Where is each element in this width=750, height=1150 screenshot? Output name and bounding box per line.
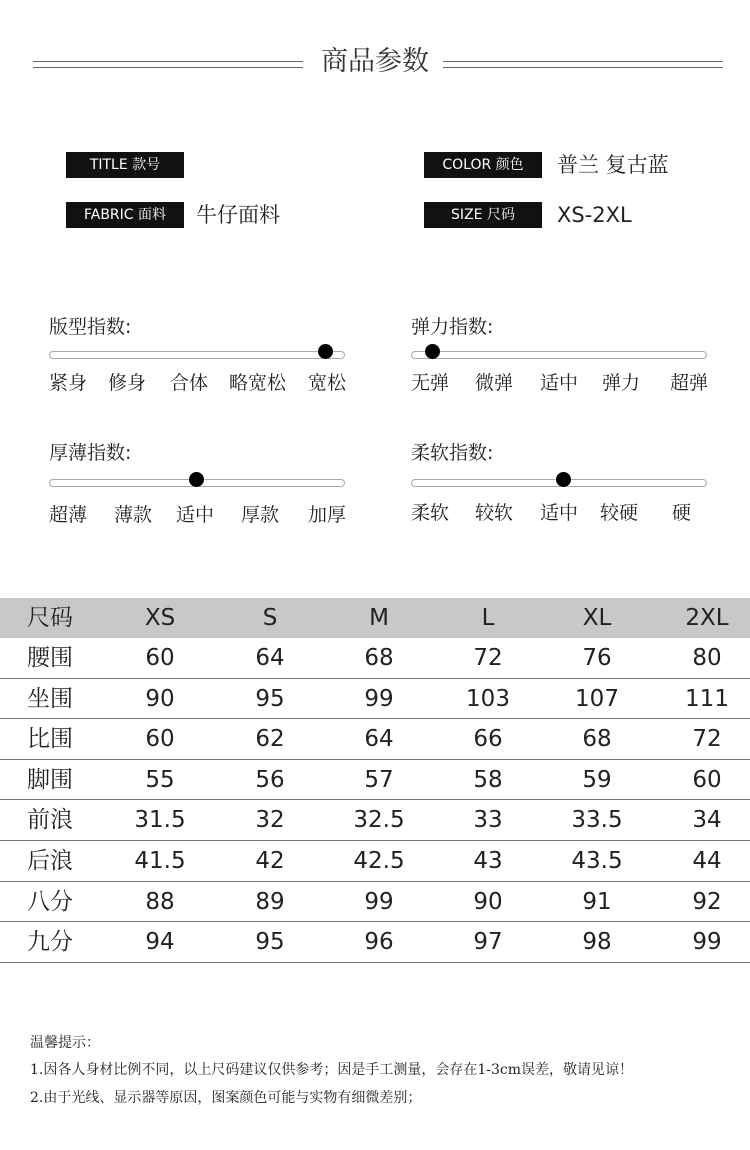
thickness-index-knob bbox=[189, 472, 204, 487]
size-value-cell: 43 bbox=[473, 847, 503, 874]
size-value-cell: 80 bbox=[692, 645, 722, 671]
elasticity-option: 超弹 bbox=[670, 372, 709, 394]
size-value-cell: 66 bbox=[473, 726, 503, 753]
size-value-cell: 43.5 bbox=[571, 847, 623, 874]
table-row bbox=[0, 679, 750, 720]
color-tag: COLOR 颜色 bbox=[424, 152, 542, 178]
row-label-cell: 比围 bbox=[27, 726, 73, 753]
size-value-cell: 99 bbox=[692, 929, 722, 956]
size-value-cell: 57 bbox=[364, 766, 394, 793]
size-value-cell: 64 bbox=[364, 726, 394, 753]
note-line: 1.因各人身材比例不同，以上尺码建议仅供参考；因是手工测量，会存在1-3cm误差，敬请见谅！ bbox=[30, 1062, 634, 1078]
size-value-cell: 42 bbox=[255, 847, 285, 874]
thickness-option: 适中 bbox=[176, 504, 215, 526]
fit-option: 修身 bbox=[108, 372, 147, 394]
size-value-cell: 55 bbox=[145, 766, 175, 793]
size-value-cell: 33.5 bbox=[571, 807, 623, 834]
elasticity-index-track bbox=[411, 351, 707, 359]
row-label-cell: 后浪 bbox=[27, 847, 73, 874]
size-value-cell: 72 bbox=[692, 726, 722, 753]
table-row bbox=[0, 841, 750, 882]
size-value-cell: 98 bbox=[582, 929, 612, 956]
size-value-cell: 32 bbox=[255, 807, 285, 834]
size-value-cell: 90 bbox=[145, 685, 175, 712]
size-value-cell: 88 bbox=[145, 888, 175, 915]
row-label-cell: 八分 bbox=[27, 888, 73, 915]
size-table-header bbox=[0, 598, 750, 638]
thickness-index-label: 厚薄指数: bbox=[49, 442, 132, 464]
header-cell: XS bbox=[144, 605, 176, 631]
size-value-cell: 34 bbox=[692, 807, 722, 834]
size-value-cell: 94 bbox=[145, 929, 175, 956]
size-table-body bbox=[0, 638, 750, 963]
size-value-cell: 92 bbox=[692, 888, 722, 915]
row-label-cell: 腰围 bbox=[27, 645, 73, 671]
elasticity-option: 微弹 bbox=[475, 372, 514, 394]
size-value-cell: 44 bbox=[692, 847, 722, 874]
size-value-cell: 60 bbox=[145, 645, 175, 671]
elasticity-index-knob bbox=[425, 344, 440, 359]
fabric-tag: FABRIC 面料 bbox=[66, 202, 184, 228]
size-value-cell: 103 bbox=[466, 685, 510, 712]
size-value-cell: 95 bbox=[255, 929, 285, 956]
size-value-cell: 107 bbox=[575, 685, 619, 712]
size-table bbox=[0, 598, 750, 963]
page-title: 商品参数 bbox=[321, 46, 429, 77]
size-value: XS-2XL bbox=[557, 203, 632, 227]
table-row bbox=[0, 760, 750, 801]
size-value-cell: 64 bbox=[255, 645, 285, 671]
fit-index-knob bbox=[318, 344, 333, 359]
thickness-option: 超薄 bbox=[49, 504, 88, 526]
row-label-cell: 坐围 bbox=[27, 685, 73, 712]
softness-index-label: 柔软指数: bbox=[411, 442, 494, 464]
size-value-cell: 96 bbox=[364, 929, 394, 956]
softness-option: 柔软 bbox=[411, 502, 450, 524]
size-value-cell: 97 bbox=[473, 929, 503, 956]
softness-option: 适中 bbox=[540, 502, 579, 524]
elasticity-index-label: 弹力指数: bbox=[411, 316, 494, 338]
header-cell: 尺码 bbox=[27, 605, 73, 631]
size-value-cell: 32.5 bbox=[353, 807, 405, 834]
elasticity-option: 适中 bbox=[540, 372, 579, 394]
table-row bbox=[0, 800, 750, 841]
fabric-value: 牛仔面料 bbox=[196, 203, 280, 227]
size-value-cell: 60 bbox=[692, 766, 722, 793]
notes-heading: 温馨提示： bbox=[30, 1035, 100, 1051]
color-value: 普兰 复古蓝 bbox=[557, 153, 669, 177]
size-value-cell: 42.5 bbox=[353, 847, 405, 874]
size-value-cell: 59 bbox=[582, 766, 612, 793]
table-row bbox=[0, 638, 750, 679]
header-cell: 2XL bbox=[685, 605, 729, 631]
size-value-cell: 56 bbox=[255, 766, 285, 793]
softness-index-knob bbox=[556, 472, 571, 487]
size-tag: SIZE 尺码 bbox=[424, 202, 542, 228]
size-value-cell: 41.5 bbox=[134, 847, 186, 874]
size-value-cell: 91 bbox=[582, 888, 612, 915]
thickness-option: 加厚 bbox=[308, 504, 347, 526]
note-line: 2.由于光线、显示器等原因，图案颜色可能与实物有细微差别； bbox=[30, 1090, 422, 1106]
fit-option: 合体 bbox=[170, 372, 209, 394]
softness-option: 较软 bbox=[475, 502, 514, 524]
table-row bbox=[0, 922, 750, 963]
size-value-cell: 68 bbox=[582, 726, 612, 753]
size-value-cell: 72 bbox=[473, 645, 503, 671]
fit-option: 紧身 bbox=[49, 372, 88, 394]
size-value-cell: 60 bbox=[145, 726, 175, 753]
row-label-cell: 前浪 bbox=[27, 807, 73, 834]
size-value-cell: 95 bbox=[255, 685, 285, 712]
size-value-cell: 33 bbox=[473, 807, 503, 834]
size-value-cell: 99 bbox=[364, 888, 394, 915]
softness-option: 较硬 bbox=[600, 502, 639, 524]
size-value-cell: 89 bbox=[255, 888, 285, 915]
softness-option: 硬 bbox=[672, 502, 692, 524]
elasticity-option: 弹力 bbox=[602, 372, 641, 394]
size-value-cell: 58 bbox=[473, 766, 503, 793]
header-cell: S bbox=[262, 605, 278, 631]
size-value-cell: 68 bbox=[364, 645, 394, 671]
header-cell: XL bbox=[582, 605, 612, 631]
fit-option: 略宽松 bbox=[229, 372, 287, 394]
header-cell: L bbox=[481, 605, 495, 631]
table-row bbox=[0, 882, 750, 923]
row-label-cell: 脚围 bbox=[27, 766, 73, 793]
fit-index-label: 版型指数: bbox=[49, 316, 132, 338]
fit-index-track bbox=[49, 351, 345, 359]
row-label-cell: 九分 bbox=[27, 929, 73, 956]
size-value-cell: 99 bbox=[364, 685, 394, 712]
elasticity-option: 无弹 bbox=[411, 372, 450, 394]
title-tag: TITLE 款号 bbox=[66, 152, 184, 178]
size-value-cell: 90 bbox=[473, 888, 503, 915]
header-cell: M bbox=[369, 605, 389, 631]
size-value-cell: 31.5 bbox=[134, 807, 186, 834]
thickness-option: 厚款 bbox=[241, 504, 280, 526]
size-value-cell: 62 bbox=[255, 726, 285, 753]
fit-option: 宽松 bbox=[308, 372, 347, 394]
size-value-cell: 111 bbox=[685, 685, 729, 712]
size-value-cell: 76 bbox=[582, 645, 612, 671]
thickness-option: 薄款 bbox=[114, 504, 153, 526]
table-row bbox=[0, 719, 750, 760]
